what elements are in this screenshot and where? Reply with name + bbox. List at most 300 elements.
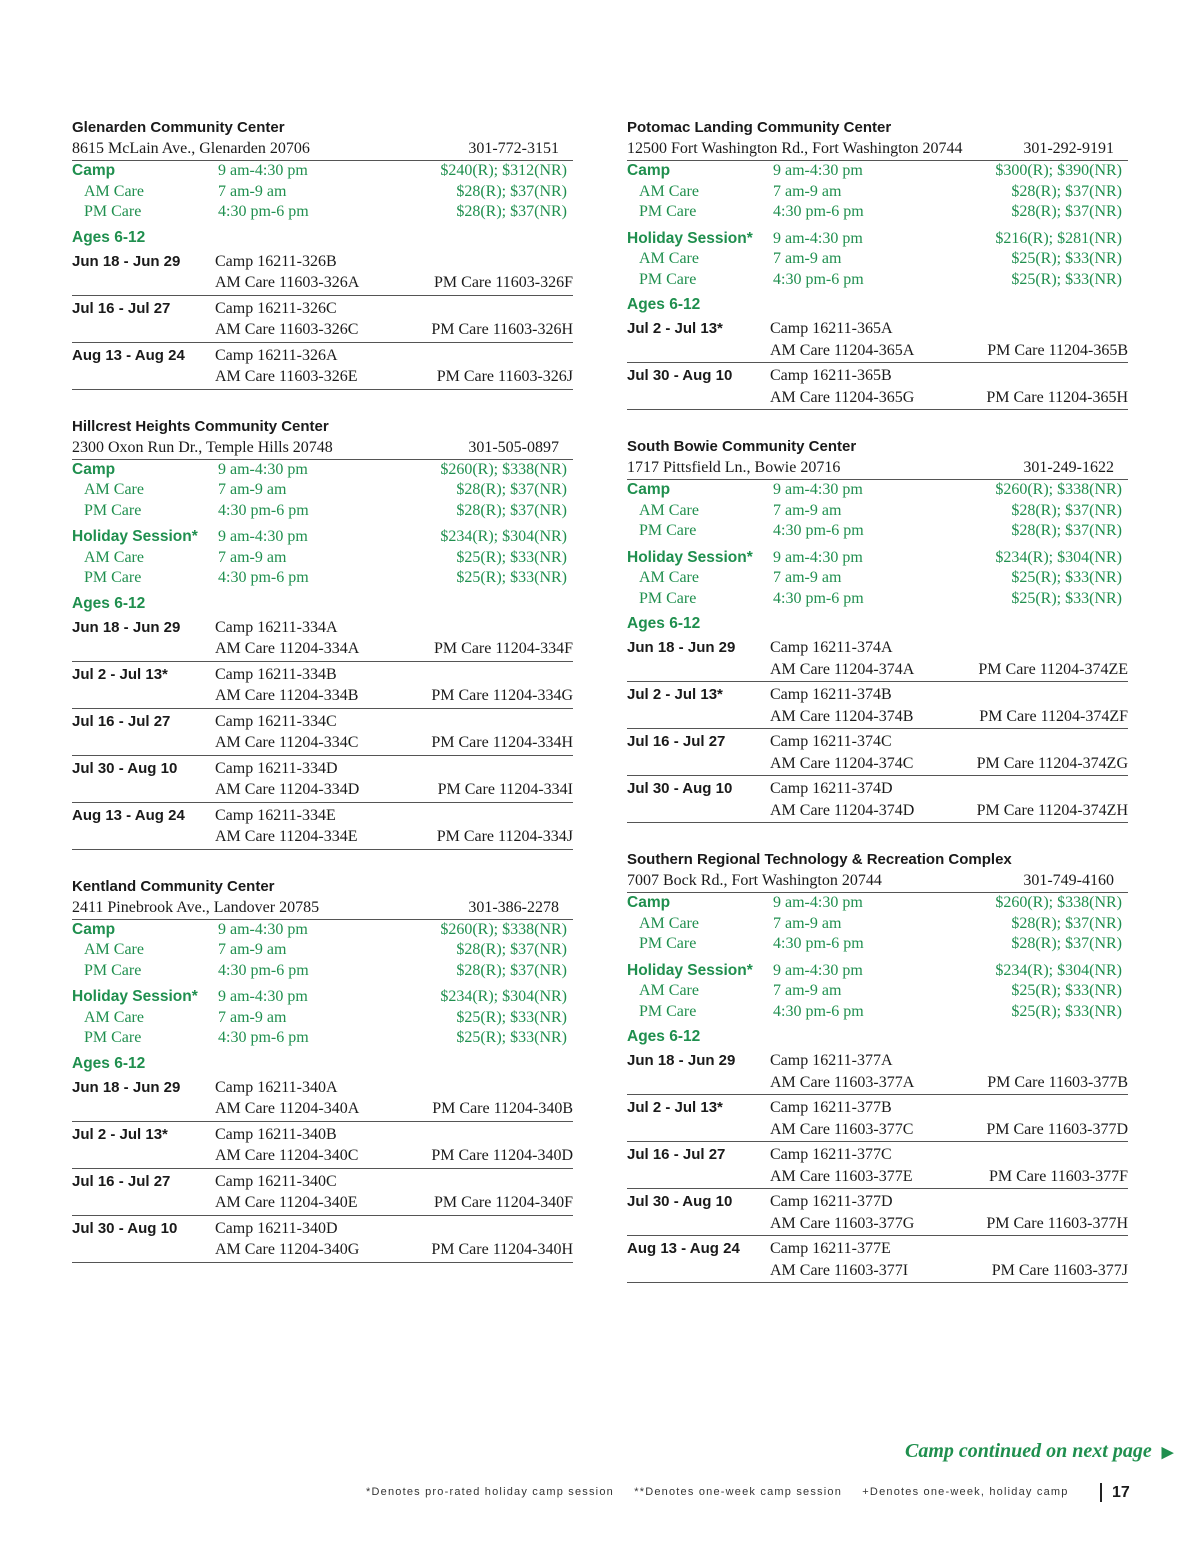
pricing-row [72,1008,573,1029]
pm-care-code: PM Care 11204-334G [431,687,573,704]
pricing-price: $216(R); $281(NR) [995,229,1122,247]
session-dates: Jun 18 - Jun 29 [627,1052,736,1069]
session-codes [215,1124,573,1167]
pricing-time: 7 am-9 am [773,569,842,586]
pricing-row [627,521,1128,542]
care-codes [215,366,573,388]
center-phone: 301-386-2278 [468,898,559,916]
session-row [72,249,573,296]
camp-code: Camp 16211-340C [215,1172,337,1190]
pricing-label: AM Care [84,941,144,958]
pricing-label: PM Care [84,501,142,519]
care-codes [770,340,1128,362]
care-codes [215,732,573,754]
pricing-price: $260(R); $338(NR) [995,481,1122,498]
pricing-time: 4:30 pm-6 pm [773,203,864,220]
pm-care-code: PM Care 11204-334H [431,734,573,751]
center-block [72,117,573,390]
pricing-label: PM Care [84,569,142,586]
pricing-label: AM Care [84,548,144,566]
page-number: 17 [1100,1483,1130,1502]
session-dates: Jul 30 - Aug 10 [72,1219,178,1237]
camp-code: Camp 16211-340D [215,1219,338,1237]
center-address: 8615 McLain Ave., Glenarden 20706 [72,140,310,157]
pricing-time: 4:30 pm-6 pm [773,935,864,952]
pm-care-code: PM Care 11204-334J [436,828,573,845]
holiday-pricing-group [627,961,1128,1023]
pm-care-code: PM Care 11603-326J [436,368,573,385]
pricing-price: $28(R); $37(NR) [1011,935,1122,952]
center-address-row [72,438,573,460]
pricing-row [72,568,573,589]
pricing-label: Holiday Session* [627,548,753,566]
care-codes [770,753,1128,775]
pm-care-code: PM Care 11204-374ZE [978,660,1128,678]
session-row [72,1122,573,1169]
pricing-row [627,893,1128,914]
center-name: Glenarden Community Center [72,119,285,136]
pricing-price: $25(R); $33(NR) [1011,589,1122,607]
session-codes [770,1144,1128,1187]
center-address: 2300 Oxon Run Dr., Temple Hills 20748 [72,438,333,456]
pricing-row [72,987,573,1008]
care-codes [215,1239,573,1261]
pricing-row [72,161,573,182]
session-dates: Jul 16 - Jul 27 [72,712,171,730]
pricing-label: Holiday Session* [627,229,753,247]
session-row [627,1095,1128,1142]
pricing-label: AM Care [639,914,699,932]
pricing-time: 9 am-4:30 pm [773,548,863,566]
camp-code: Camp 16211-377C [770,1146,892,1163]
am-care-code: AM Care 11603-326E [215,368,358,385]
pricing-price: $25(R); $33(NR) [1011,982,1122,999]
session-dates: Aug 13 - Aug 24 [627,1240,740,1257]
left-column [72,117,573,1289]
pricing-price: $28(R); $37(NR) [456,481,567,498]
pricing-time: 4:30 pm-6 pm [218,501,309,519]
care-codes [215,638,573,660]
pricing-time: 4:30 pm-6 pm [773,589,864,607]
am-care-code: AM Care 11204-374A [770,660,915,678]
session-row [72,343,573,390]
center-address-row [627,458,1128,480]
pm-care-code: PM Care 11204-334F [434,640,573,657]
pricing-label: Camp [627,481,671,498]
pricing-time: 9 am-4:30 pm [773,481,863,498]
pricing-label: AM Care [639,569,699,586]
camp-code: Camp 16211-377E [770,1240,891,1257]
center-address: 2411 Pinebrook Ave., Landover 20785 [72,898,320,916]
camp-code: Camp 16211-334B [215,665,337,683]
pricing-price: $234(R); $304(NR) [995,961,1122,979]
pricing-time: 7 am-9 am [773,250,842,267]
session-row [72,662,573,709]
pricing-price: $28(R); $37(NR) [456,182,567,200]
pricing-row [72,961,573,982]
pricing-price: $28(R); $37(NR) [1011,522,1122,539]
pricing-row [627,182,1128,203]
am-care-code: AM Care 11603-326A [215,274,360,291]
am-care-code: AM Care 11204-334A [215,640,360,657]
pricing-time: 4:30 pm-6 pm [218,203,309,220]
pm-care-code: PM Care 11204-374ZG [976,754,1128,772]
pm-care-code: PM Care 11204-365B [987,341,1128,359]
center-name: Hillcrest Heights Community Center [72,417,329,435]
session-codes [215,1077,573,1120]
session-row [627,682,1128,729]
ages-label: Ages 6-12 [72,594,146,612]
care-codes [770,800,1128,822]
pricing-label: PM Care [84,961,142,979]
holiday-pricing-group [627,548,1128,610]
session-codes [215,711,573,754]
center-name: Kentland Community Center [72,877,275,895]
session-row [627,1142,1128,1189]
pricing-price: $28(R); $37(NR) [1011,182,1122,200]
pricing-label: AM Care [84,1008,144,1026]
pricing-time: 7 am-9 am [773,982,842,999]
pricing-group [627,161,1128,223]
center-name: Potomac Landing Community Center [627,119,892,136]
pricing-time: 4:30 pm-6 pm [773,270,864,288]
pm-care-code: PM Care 11603-377F [989,1167,1128,1185]
pricing-price: $234(R); $304(NR) [440,528,567,545]
pricing-price: $300(R); $390(NR) [995,162,1122,179]
camp-code: Camp 16211-377D [770,1193,893,1210]
care-codes [770,1260,1128,1282]
pricing-price: $28(R); $37(NR) [456,961,567,979]
care-codes [770,1213,1128,1235]
center-name: South Bowie Community Center [627,438,857,455]
pm-care-code: PM Care 11204-334I [437,781,573,798]
pricing-price: $260(R); $338(NR) [995,894,1122,911]
pricing-label: Camp [72,920,116,938]
session-codes [770,778,1128,821]
pricing-label: Camp [627,162,671,179]
am-care-code: AM Care 11603-377A [770,1073,915,1091]
pricing-group [72,161,573,223]
session-row [627,1236,1128,1283]
pricing-row [72,920,573,941]
session-codes [215,1171,573,1214]
pricing-price: $25(R); $33(NR) [1011,569,1122,586]
pricing-label: Holiday Session* [72,988,198,1005]
pricing-price: $25(R); $33(NR) [1011,1002,1122,1020]
camp-code: Camp 16211-374C [770,733,892,750]
pricing-time: 7 am-9 am [218,548,287,566]
pricing-time: 7 am-9 am [773,914,842,932]
session-row [627,1048,1128,1095]
session-codes [215,664,573,707]
pricing-price: $28(R); $37(NR) [1011,914,1122,932]
session-codes [770,318,1128,361]
am-care-code: AM Care 11603-326C [215,321,359,338]
center-phone: 301-505-0897 [468,438,559,456]
session-dates: Jul 30 - Aug 10 [72,759,178,777]
pricing-row [72,501,573,522]
holiday-pricing-group [72,987,573,1049]
pricing-price: $260(R); $338(NR) [440,920,567,938]
session-dates: Jul 2 - Jul 13* [627,1099,723,1116]
session-dates: Jul 16 - Jul 27 [72,1172,171,1190]
pricing-group [627,480,1128,542]
care-codes [770,1072,1128,1094]
pm-care-code: PM Care 11204-340B [432,1100,573,1117]
pricing-row [627,249,1128,270]
pricing-time: 4:30 pm-6 pm [218,569,309,586]
session-dates: Jun 18 - Jun 29 [72,1078,181,1096]
pricing-row [627,589,1128,610]
camp-code: Camp 16211-340B [215,1125,337,1143]
center-phone: 301-292-9191 [1023,140,1114,157]
pricing-label: PM Care [639,270,697,288]
session-codes [215,805,573,848]
pricing-price: $28(R); $37(NR) [456,941,567,958]
pricing-label: PM Care [639,522,697,539]
am-care-code: AM Care 11204-365A [770,341,915,359]
right-column [627,117,1128,1309]
footnotes [366,1486,1085,1498]
pricing-label: PM Care [639,203,697,220]
pricing-time: 9 am-4:30 pm [218,460,308,478]
am-care-code: AM Care 11603-377C [770,1120,914,1138]
camp-code: Camp 16211-326B [215,252,337,270]
pricing-row [627,568,1128,589]
pricing-row [627,480,1128,501]
pricing-label: Holiday Session* [627,961,753,979]
session-row [627,635,1128,682]
pricing-group [72,920,573,982]
care-codes [770,1119,1128,1141]
pricing-row [627,229,1128,250]
pricing-row [72,202,573,223]
session-codes [770,637,1128,680]
pm-care-code: PM Care 11204-365H [986,388,1128,406]
camp-code: Camp 16211-374A [770,639,893,656]
pricing-price: $234(R); $304(NR) [440,988,567,1005]
session-dates: Jul 16 - Jul 27 [627,733,726,750]
session-row [72,1216,573,1263]
am-care-code: AM Care 11204-334C [215,734,359,751]
center-block [627,117,1128,410]
camp-code: Camp 16211-374D [770,780,893,797]
holiday-pricing-group [627,229,1128,291]
session-row [627,776,1128,823]
pricing-time: 7 am-9 am [218,182,287,200]
session-dates: Jul 2 - Jul 13* [72,665,168,683]
care-codes [770,387,1128,409]
care-codes [770,706,1128,728]
am-care-code: AM Care 11204-340G [215,1241,360,1258]
pricing-label: PM Care [84,1029,142,1046]
continued-link[interactable] [905,1440,1173,1463]
am-care-code: AM Care 11204-340C [215,1147,359,1164]
pricing-price: $260(R); $338(NR) [440,460,567,478]
camp-code: Camp 16211-334E [215,806,336,824]
pricing-label: AM Care [639,250,699,267]
pricing-label: Camp [72,162,116,179]
pm-care-code: PM Care 11204-340D [431,1147,573,1164]
pricing-time: 9 am-4:30 pm [773,229,863,247]
pm-care-code: PM Care 11603-377H [986,1214,1128,1232]
session-codes [215,345,573,388]
pricing-row [627,202,1128,223]
session-dates: Jul 16 - Jul 27 [72,299,171,317]
care-codes [215,779,573,801]
pricing-row [72,480,573,501]
camp-code: Camp 16211-374B [770,686,892,703]
camp-code: Camp 16211-365A [770,320,893,337]
pricing-label: AM Care [639,501,699,519]
continued-text: Camp continued on next page [905,1440,1152,1462]
session-dates: Jun 18 - Jun 29 [72,618,181,636]
session-dates: Jul 30 - Aug 10 [627,367,733,384]
care-codes [215,319,573,341]
pricing-time: 9 am-4:30 pm [218,528,308,545]
session-row [627,1189,1128,1236]
session-dates: Jul 30 - Aug 10 [627,1193,733,1210]
center-block [627,849,1128,1283]
care-codes [215,1145,573,1167]
session-dates: Jul 2 - Jul 13* [627,320,723,337]
pricing-row [72,940,573,961]
pricing-price: $28(R); $37(NR) [1011,501,1122,519]
session-row [72,803,573,850]
pricing-price: $25(R); $33(NR) [456,1029,567,1046]
pricing-price: $25(R); $33(NR) [456,1008,567,1026]
center-address: 1717 Pittsfield Ln., Bowie 20716 [627,459,841,476]
pm-care-code: PM Care 11603-377B [987,1073,1128,1091]
center-address-row [627,139,1128,161]
center-phone: 301-749-4160 [1023,872,1114,889]
session-row [627,729,1128,776]
center-phone: 301-249-1622 [1023,459,1114,476]
pricing-time: 9 am-4:30 pm [218,920,308,938]
session-dates: Jun 18 - Jun 29 [627,639,736,656]
am-care-code: AM Care 11204-340A [215,1100,360,1117]
pricing-price: $25(R); $33(NR) [1011,270,1122,288]
am-care-code: AM Care 11204-334E [215,828,358,845]
pm-care-code: PM Care 11603-326H [431,321,573,338]
camp-code: Camp 16211-334D [215,759,338,777]
pricing-price: $240(R); $312(NR) [440,162,567,179]
pricing-time: 9 am-4:30 pm [773,162,863,179]
care-codes [215,272,573,294]
pricing-price: $25(R); $33(NR) [456,569,567,586]
session-codes [215,1218,573,1261]
pricing-price: $25(R); $33(NR) [456,548,567,566]
center-block [72,416,573,850]
pricing-row [627,981,1128,1002]
camp-code: Camp 16211-377A [770,1052,893,1069]
pricing-label: AM Care [84,182,144,200]
pm-care-code: PM Care 11603-326F [434,274,573,291]
am-care-code: AM Care 11204-365G [770,388,915,406]
camp-code: Camp 16211-334C [215,712,337,730]
session-codes [215,298,573,341]
camp-code: Camp 16211-377B [770,1099,892,1116]
pricing-label: Holiday Session* [72,528,198,545]
session-row [72,709,573,756]
pricing-row [72,1028,573,1049]
session-row [72,1075,573,1122]
footnote: *Denotes pro-rated holiday camp session [366,1486,614,1498]
pricing-row [627,548,1128,569]
care-codes [215,1192,573,1214]
session-codes [215,758,573,801]
pricing-row [627,501,1128,522]
care-codes [215,685,573,707]
care-codes [770,1166,1128,1188]
am-care-code: AM Care 11204-340E [215,1194,358,1211]
pm-care-code: PM Care 11204-340H [431,1241,573,1258]
center-address: 12500 Fort Washington Rd., Fort Washington 20744 [627,140,963,157]
triangle-right-icon: ▶ [1161,1445,1174,1461]
pricing-time: 4:30 pm-6 pm [218,961,309,979]
center-name: Southern Regional Technology & Recreation Complex [627,851,1012,868]
pm-care-code: PM Care 11603-377D [986,1120,1128,1138]
session-codes [770,1050,1128,1093]
pricing-price: $28(R); $37(NR) [1011,203,1122,220]
pm-care-code: PM Care 11204-340F [434,1194,573,1211]
holiday-pricing-group [72,527,573,589]
pricing-row [627,161,1128,182]
pricing-label: PM Care [84,203,142,220]
am-care-code: AM Care 11204-334B [215,687,359,704]
pricing-label: PM Care [639,1002,697,1020]
pricing-time: 7 am-9 am [218,481,287,498]
pm-care-code: PM Care 11204-374ZH [976,801,1128,819]
pricing-time: 4:30 pm-6 pm [773,522,864,539]
session-codes [770,1191,1128,1234]
session-dates: Aug 13 - Aug 24 [72,346,185,364]
ages-label: Ages 6-12 [72,1054,146,1072]
pricing-row [627,934,1128,955]
session-codes [770,684,1128,727]
pm-care-code: PM Care 11603-377J [991,1261,1128,1279]
pricing-row [627,961,1128,982]
am-care-code: AM Care 11603-377G [770,1214,915,1232]
care-codes [215,826,573,848]
pricing-label: AM Care [639,182,699,200]
footnote: **Denotes one-week camp session [634,1486,843,1498]
ages-label: Ages 6-12 [627,296,701,313]
center-phone: 301-772-3151 [468,140,559,157]
care-codes [770,659,1128,681]
session-codes [770,1097,1128,1140]
session-codes [770,1238,1128,1281]
session-codes [770,365,1128,408]
pricing-label: Camp [72,460,116,478]
session-row [72,296,573,343]
center-address: 7007 Bock Rd., Fort Washington 20744 [627,872,882,889]
session-row [627,316,1128,363]
pricing-row [72,182,573,203]
session-dates: Jul 30 - Aug 10 [627,780,733,797]
session-codes [215,251,573,294]
session-dates: Aug 13 - Aug 24 [72,806,185,824]
pricing-time: 9 am-4:30 pm [773,894,863,911]
pricing-price: $25(R); $33(NR) [1011,250,1122,267]
pricing-label: PM Care [639,589,697,607]
pricing-time: 4:30 pm-6 pm [218,1029,309,1046]
pricing-row [72,460,573,481]
session-row [627,363,1128,410]
pricing-group [72,460,573,522]
care-codes [215,1098,573,1120]
pricing-price: $28(R); $37(NR) [456,203,567,220]
